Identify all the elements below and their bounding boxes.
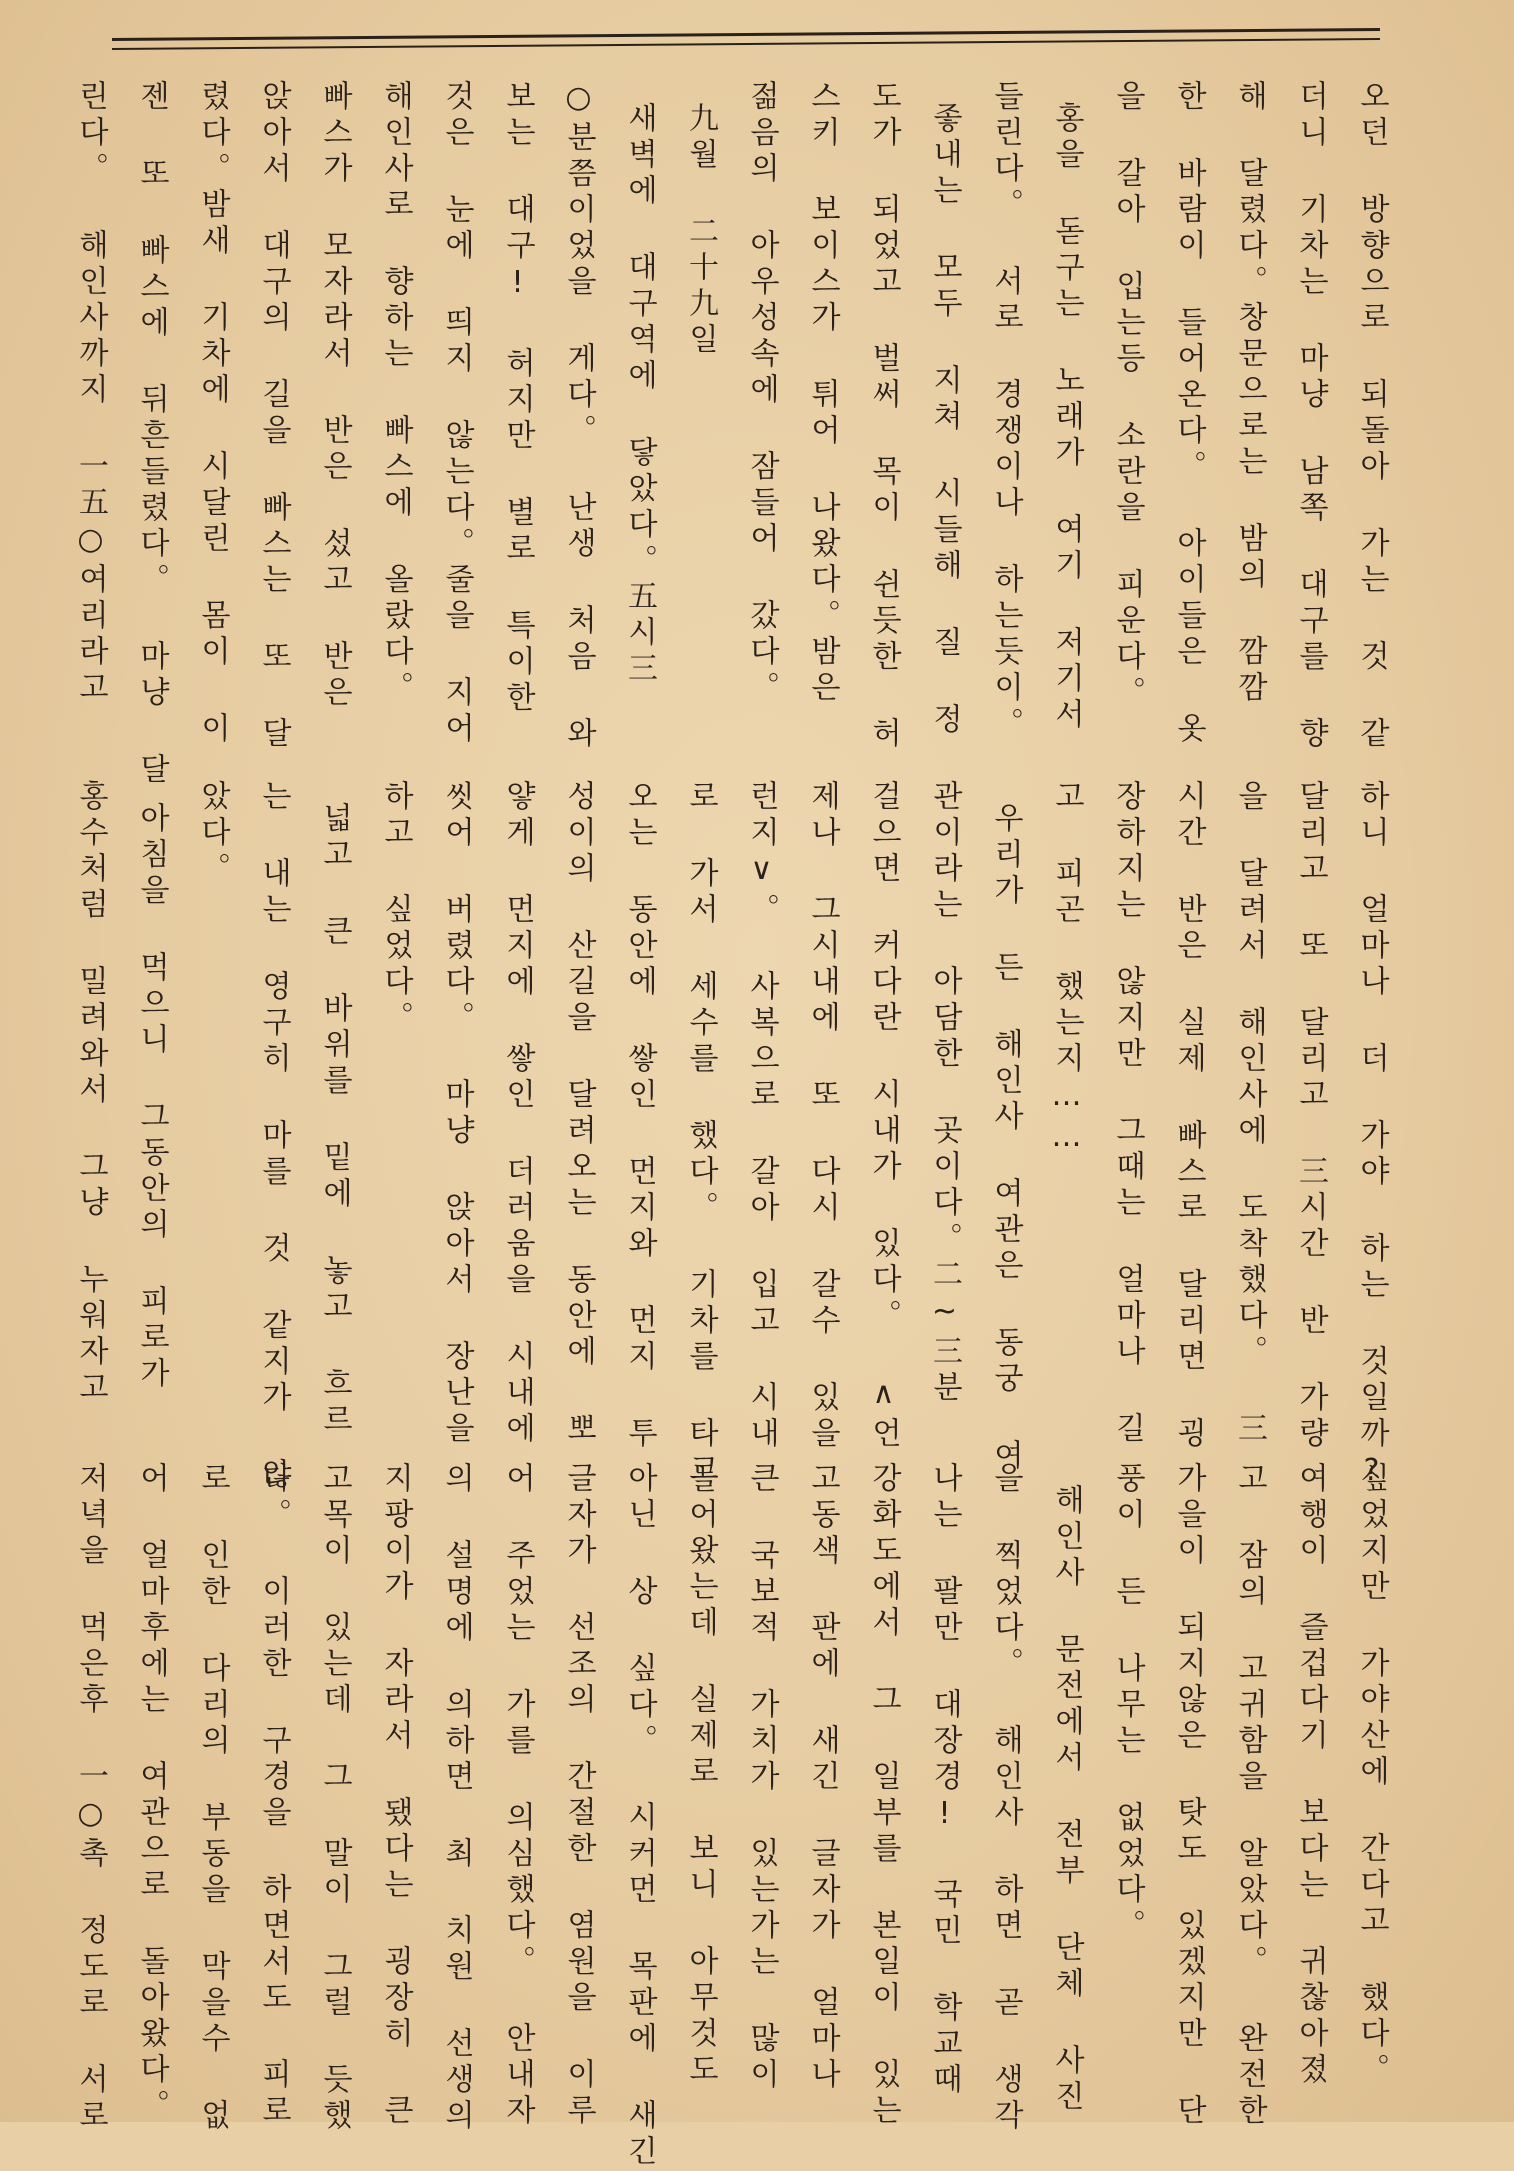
text-column: 하니 얼마나 더 가야 하는 것일까? xyxy=(1354,780,1389,1494)
text-column: 아침을 먹으니 그동안의 피로가 xyxy=(134,802,169,1393)
text-column: 빠스가 모자라서 반은 섰고 반은 xyxy=(317,80,352,712)
text-column: 장하지는 않지만 그때는 얼마나 길 xyxy=(1110,780,1145,1448)
text-column: 어 얼마후에는 여관으로 돌아왔다。 xyxy=(134,1462,169,2125)
text-column: 넓고 큰 바위를 밑에 놓고 흐르 xyxy=(317,802,352,1439)
text-column: 강화도에서 그 일부를 본일이 있는 xyxy=(866,1462,901,2130)
text-column: 홍을 돋구는 노래가 여기 저기서 xyxy=(1049,102,1084,734)
text-column: 고목이 있는데 그 말이 그럴 듯했 xyxy=(317,1462,352,2135)
text-block-bottom xyxy=(73,1462,1402,2171)
text-column: 는 내는 영구히 마를 것 같지가 않 xyxy=(256,780,291,1494)
text-column: 린다。 해인사까지 一五○여리라고 xyxy=(73,80,108,707)
text-column: 고 피곤 했는지…… xyxy=(1049,780,1084,1160)
text-block-middle xyxy=(73,780,1402,1494)
text-column: 젊음의 아우성속에 잠들어 갔다。 xyxy=(744,80,779,707)
text-column: 더니 기차는 마냥 남쪽 대구를 향 xyxy=(1293,80,1328,753)
text-column: 성이의 산길을 달려오는 동안에 뽀 xyxy=(561,780,596,1448)
text-column: 새벽에 대구역에 닿았다。五시三 xyxy=(622,102,657,688)
text-column: 았다。 xyxy=(195,780,230,888)
text-column: 로 가서 세수를 했다。 기차를 타고 xyxy=(683,780,718,1489)
text-column: 시간 반은 실제 빠스로 달리면 굉 xyxy=(1171,780,1206,1453)
text-column: 을 찍었다。 해인사 하면 곧 생각 xyxy=(988,1462,1023,2135)
text-column: 스키 보이스가 튀어 나왔다。밤은 xyxy=(805,80,840,707)
text-column: 가을이 되지않은 탓도 있겠지만 단 xyxy=(1171,1462,1206,2130)
text-column: 오던 방향으로 되돌아 가는 것 같 xyxy=(1354,80,1389,753)
text-column: 글자가 선조의 간절한 염원을 이루 xyxy=(561,1462,596,2130)
text-column: 해인사로 향하는 빠스에 올랐다。 xyxy=(378,80,413,707)
text-column: 을 달려서 해인사에 도착했다。 三 xyxy=(1232,780,1267,1448)
text-column: 좋내는 모두 지쳐 시들해 질 정 xyxy=(927,102,962,739)
text-column: 제나 그시내에 또 다시 갈수 있을 xyxy=(805,780,840,1453)
text-column: 하고 싶었다。 xyxy=(378,780,413,1037)
text-column: 고동색 판에 새긴 글자가 얼마나 xyxy=(805,1462,840,2094)
text-column: 들린다。 서로 경쟁이나 하는듯이。 xyxy=(988,80,1023,743)
text-column: 의 설명에 의하면 최 치원 선생의 xyxy=(439,1462,474,2135)
text-column: 저녁을 먹은후 一○촉 정도로 서로 xyxy=(73,1462,108,2135)
text-column: 젠 또 빠스에 뒤흔들렸다。 마냥 달 xyxy=(134,80,169,789)
text-column: 다。 이러한 구경을 하면서도 피로 xyxy=(256,1462,291,2130)
text-column: 홍수처럼 밀려와서 그냥 누워자고 xyxy=(73,780,108,1407)
text-column: 지팡이가 자라서 됐다는 굉장히 큰 xyxy=(378,1462,413,2130)
text-column: ○분쯤이었을 게다。 난생 처음 와 xyxy=(561,80,596,753)
text-column: 앉아서 대구의 길을 빠스는 또 달 xyxy=(256,80,291,753)
text-column: 큰 국보적 가치가 있는가는 많이 xyxy=(744,1462,779,2094)
text-column: 고 잠의 고귀함을 알았다。 완전한 xyxy=(1232,1462,1267,2130)
text-column: 나는 팔만 대장경! 국민 학교때 xyxy=(927,1462,962,2099)
text-column: 관이라는 아담한 곳이다。二~三분 xyxy=(927,780,962,1407)
text-column: 여행이 즐겁다기 보다는 귀찮아졌 xyxy=(1293,1462,1328,2089)
text-column: 얗게 먼지에 쌓인 더러움을 시내에 xyxy=(500,780,535,1448)
text-column: 해 달렸다。창문으로는 밤의 깜깜 xyxy=(1232,80,1267,707)
text-column: 씻어 버렸다。 마냥 앉아서 장난을 xyxy=(439,780,474,1448)
text-column: 달리고 또 달리고 三시간 반 가량 xyxy=(1293,780,1328,1453)
text-column: 보는 대구! 허지만 별로 특이한 xyxy=(500,80,535,717)
text-column: 들어왔는데 실제로 보니 아무것도 xyxy=(683,1462,718,2089)
text-column: 을 갈아 입는등 소란을 피운다。 xyxy=(1110,80,1145,712)
text-column: 한 바람이 들어온다。 아이들은 옷 xyxy=(1171,80,1206,748)
text-column: 걸으면 커다란 시내가 있다。 ∧언 xyxy=(866,780,901,1453)
text-column: 싶었지만 가야산에 간다고 했다。 xyxy=(1354,1462,1389,2089)
text-column: 렸다。밤새 기차에 시달린 몸이 이 xyxy=(195,80,230,748)
top-rule-thin xyxy=(112,38,1380,50)
text-column: 도가 되었고 벌써 목이 쉰듯한 허 xyxy=(866,80,901,753)
date-heading: 九월 二十九일 xyxy=(683,102,718,359)
text-column: 해인사 문전에서 전부 단체 사진 xyxy=(1049,1484,1084,2116)
text-column: 우리가 든 해인사 여관은 동궁 여 xyxy=(988,802,1023,1475)
text-column: 것은 눈에 띄지 않는다。줄을 지어 xyxy=(439,80,474,748)
text-column: 런지∨。 사복으로 갈아 입고 시내 xyxy=(744,780,779,1453)
text-column: 오는 동안에 쌓인 먼지와 먼지 투 xyxy=(622,780,657,1453)
text-column: 풍이 든 나무는 없었다。 xyxy=(1110,1462,1145,1945)
text-block-top xyxy=(73,80,1402,789)
text-column: 아닌 상 싶다。 시커먼 목판에 새긴 xyxy=(622,1462,657,2171)
text-column: 어 주었는 가를 의심했다。 안내자 xyxy=(500,1462,535,2130)
text-column: 로 인한 다리의 부동을 막을수 없 xyxy=(195,1462,230,2135)
